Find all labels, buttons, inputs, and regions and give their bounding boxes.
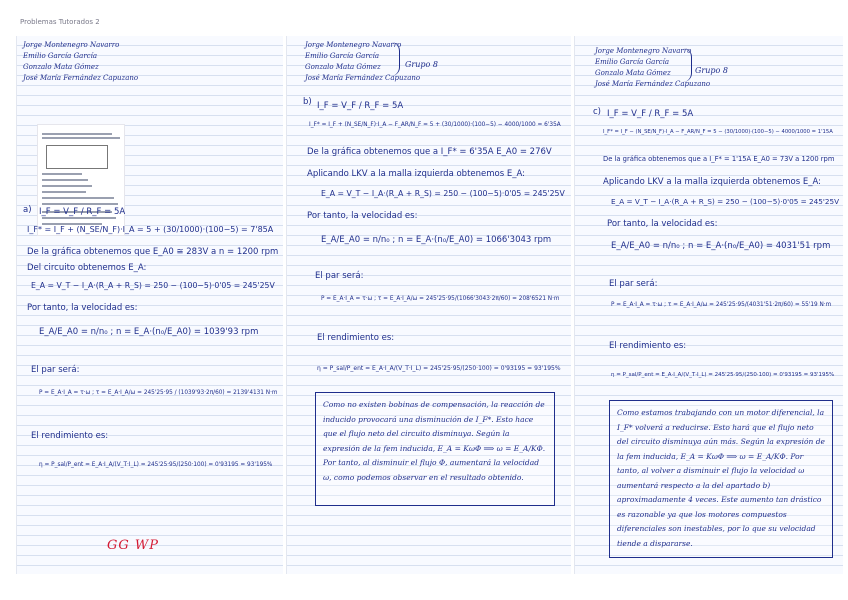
efficiency-formula: η = P_sal/P_ent = E_A·I_A/(V_T·I_L) = 245'25·95/(250·100) = 0'93195 = 93'195%	[317, 365, 561, 372]
page-title: Problemas Tutorados 2	[20, 18, 100, 26]
circuit-text: Del circuito obtenemos E_A:	[27, 263, 147, 273]
author-name: Jorge Montenegro Navarro	[23, 41, 120, 49]
efficiency-heading: El rendimiento es:	[609, 341, 687, 351]
part-label: b)	[303, 97, 312, 107]
explanation-text: Como no existen bobinas de compensación, la reacción de inducido provocará una disminución de I_F*. Esto hace que el flujo neto del circuito disminuya. Según la expresión de la fem inducida, E_A = KωΦ ⟹ ω = E_A/KΦ. Por tanto, al disminuir el flujo Φ, aumentará la velocidad ω, como podemos observar en el resultado obtenido.	[323, 400, 546, 482]
emf-formula: E_A = V_T − I_A·(R_A + R_S) = 250 − (100−5)·0'05 = 245'25V	[31, 281, 275, 290]
speed-formula: E_A/E_A0 = n/n₀ ; n = E_A·(n₀/E_A0) = 4031'51 rpm	[611, 241, 831, 251]
author-name: Jorge Montenegro Navarro	[305, 41, 402, 49]
problem-statement-thumbnail	[37, 124, 125, 236]
torque-heading: El par será:	[609, 279, 658, 289]
group-brace	[391, 42, 400, 76]
speed-heading: Por tanto, la velocidad es:	[607, 219, 718, 229]
efficiency-heading: El rendimiento es:	[31, 431, 109, 441]
signature: GG WP	[107, 538, 160, 553]
author-list	[595, 46, 710, 90]
explanation-text: Como estamos trabajando con un motor diferencial, la I_F* volverá a reducirse. Esto hará que el flujo neto del circuito disminuya aún más. Según la expresión de la fem inducida, E_A = KωΦ ⟹ ω = E_A/KΦ. Por tanto, al volver a disminuir el flujo la velocidad ω aumentará respecto a la del apartado b) aproximadamente 4 veces. Este aumento tan drástico es razonable ya que los motores compuestos diferenciales son inestables, por lo que su velocidad tiende a dispararse.	[617, 408, 825, 548]
torque-formula: P = E_A·I_A = τ·ω ; τ = E_A·I_A/ω = 245'25·95/(1066'3043·2π/60) = 208'6521 N·m	[321, 296, 560, 302]
effective-field-current-formula: I_F* = I_F + (N_SE/N_F)·I_A = 5 + (30/1000)·(100−5) = 7'85A	[27, 225, 274, 234]
graph-reading-text: De la gráfica obtenemos que E_A0 ≅ 283V a n = 1200 rpm	[27, 247, 279, 257]
speed-formula: E_A/E_A0 = n/n₀ ; n = E_A·(n₀/E_A0) = 1066'3043 rpm	[321, 235, 552, 245]
efficiency-formula: η = P_sal/P_ent = E_A·I_A/(V_T·I_L) = 245'25·95/(250·100) = 0'93195 = 93'195%	[611, 372, 835, 378]
author-list	[305, 40, 420, 84]
speed-heading: Por tanto, la velocidad es:	[307, 211, 418, 221]
efficiency-heading: El rendimiento es:	[317, 333, 395, 343]
graph-reading-text: De la gráfica obtenemos que a I_F* = 6'35A E_A0 = 276V	[307, 147, 552, 157]
field-current-formula: I_F = V_F / R_F = 5A	[607, 109, 694, 119]
torque-formula: P = E_A·I_A = τ·ω ; τ = E_A·I_A/ω = 245'25·95/(4031'51·2π/60) = 55'19 N·m	[611, 302, 832, 308]
graph-reading-text: De la gráfica obtenemos que a I_F* = 1'15A E_A0 = 73V a 1200 rpm	[603, 155, 835, 163]
speed-formula: E_A/E_A0 = n/n₀ ; n = E_A·(n₀/E_A0) = 1039'93 rpm	[39, 327, 259, 337]
emf-formula: E_A = V_T − I_A·(R_A + R_S) = 250 − (100−5)·0'05 = 245'25V	[321, 189, 565, 198]
author-name: Jorge Montenegro Navarro	[595, 47, 692, 55]
speed-heading: Por tanto, la velocidad es:	[27, 303, 138, 313]
explanation-box	[315, 392, 555, 506]
effective-field-current-formula: I_F* = I_F − (N_SE/N_F)·I_A − F_AR/N_F = 5 − (30/1000)·(100−5) − 4000/1000 = 1'15A	[603, 129, 833, 135]
effective-field-current-formula: I_F* = I_F + (N_SE/N_F)·I_A − F_AR/N_F = 5 + (30/1000)·(100−5) − 4000/1000 = 6'35A	[309, 122, 561, 128]
notes-column-c	[574, 36, 843, 574]
torque-heading: El par será:	[315, 271, 364, 281]
kvl-text: Aplicando LKV a la malla izquierda obtenemos E_A:	[307, 169, 526, 179]
part-label: c)	[593, 107, 601, 117]
field-current-formula: I_F = V_F / R_F = 5A	[39, 207, 126, 217]
torque-heading: El par será:	[31, 365, 80, 375]
circuit-diagram-icon	[46, 145, 108, 169]
author-name: Emilio García García	[595, 58, 670, 66]
notes-column-a	[16, 36, 283, 574]
kvl-text: Aplicando LKV a la malla izquierda obtenemos E_A:	[603, 177, 822, 187]
efficiency-formula: η = P_sal/P_ent = E_A·I_A/(V_T·I_L) = 245'25·95/(250·100) = 0'93195 = 93'195%	[39, 462, 273, 468]
author-name: Gonzalo Mata Gómez	[595, 69, 671, 77]
torque-formula: P = E_A·I_A = τ·ω ; τ = E_A·I_A/ω = 245'25·95 / (1039'93·2π/60) = 2139'4131 N·m	[39, 390, 278, 396]
author-name: Gonzalo Mata Gómez	[305, 63, 381, 71]
author-name: Emilio García García	[305, 52, 380, 60]
notes-column-b	[286, 36, 571, 574]
emf-formula: E_A = V_T − I_A·(R_A + R_S) = 250 − (100−5)·0'05 = 245'25V	[611, 197, 840, 206]
author-name: Emilio García García	[23, 52, 98, 60]
author-name: José María Fernández Capuzano	[305, 74, 421, 82]
author-name: José María Fernández Capuzano	[23, 74, 139, 82]
group-label: Grupo 8	[405, 60, 438, 69]
part-label: a)	[23, 205, 32, 215]
author-name: Gonzalo Mata Gómez	[23, 63, 99, 71]
field-current-formula: I_F = V_F / R_F = 5A	[317, 101, 404, 111]
author-name: José María Fernández Capuzano	[595, 80, 711, 88]
group-brace	[683, 48, 692, 82]
group-label: Grupo 8	[695, 66, 728, 75]
explanation-box	[609, 400, 833, 558]
author-list	[23, 40, 138, 84]
